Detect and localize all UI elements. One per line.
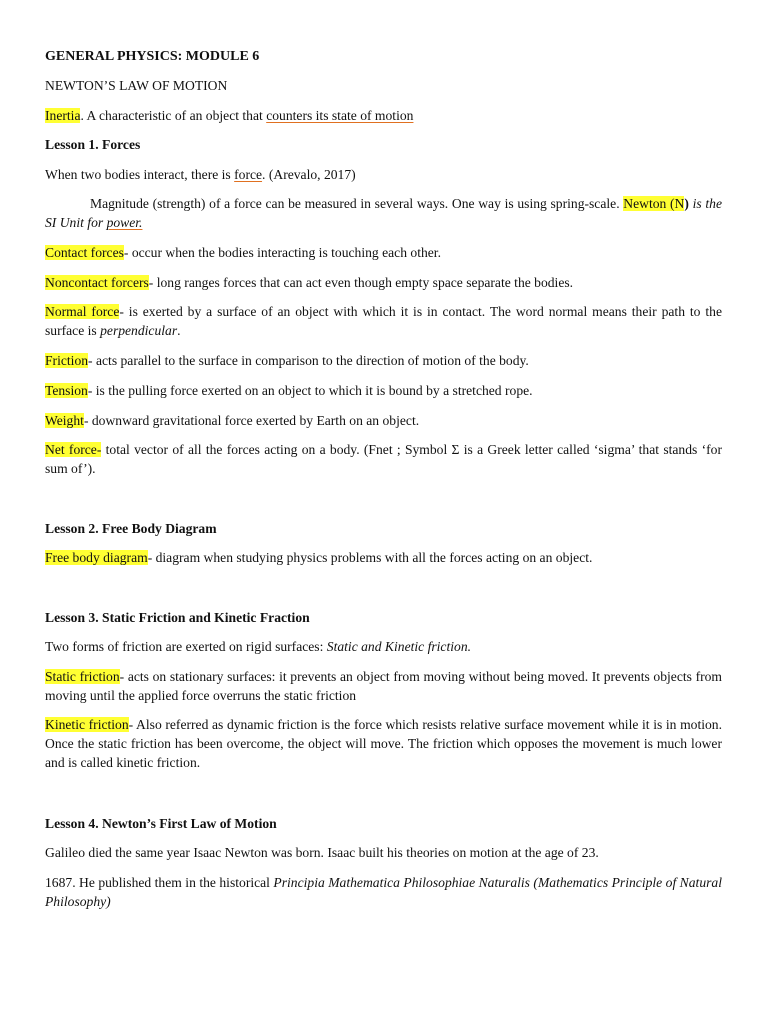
term-newton: Newton (N xyxy=(623,196,685,211)
term-kinetic-friction: Kinetic friction xyxy=(45,717,129,732)
intro-text-b: . (Arevalo, 2017) xyxy=(262,167,356,182)
lesson4-heading: Lesson 4. Newton’s First Law of Motion xyxy=(45,816,277,831)
free-body-diagram-definition xyxy=(45,548,722,567)
kinetic-friction-definition xyxy=(45,715,722,772)
magnitude-text: Magnitude (strength) of a force can be measured in several ways. One way is using spring-scale. xyxy=(90,196,620,211)
inertia-underlined-text: counters its state of motion xyxy=(266,108,414,123)
free-body-diagram-text: - diagram when studying physics problems with all the forces acting on an object. xyxy=(147,550,593,565)
term-inertia: Inertia xyxy=(45,108,81,123)
term-free-body-diagram: Free body diagram xyxy=(45,550,148,565)
weight-definition xyxy=(45,411,722,430)
term-contact-forces: Contact forces xyxy=(45,245,124,260)
tension-definition xyxy=(45,381,722,400)
term-weight: Weight xyxy=(45,413,84,428)
normal-force-italic: perpendicular xyxy=(100,323,178,338)
term-normal-force: Normal force xyxy=(45,304,120,319)
term-friction: Friction xyxy=(45,353,89,368)
lesson1-intro xyxy=(45,165,722,184)
friction-forms-intro xyxy=(45,637,722,656)
lesson1-heading: Lesson 1. Forces xyxy=(45,137,141,152)
principia-paragraph xyxy=(45,873,722,911)
noncontact-forces-definition xyxy=(45,273,722,292)
friction-forms-text: Two forms of friction are exerted on rigid surfaces: xyxy=(45,639,327,654)
lesson3-heading: Lesson 3. Static Friction and Kinetic Fraction xyxy=(45,610,310,625)
friction-definition xyxy=(45,351,722,370)
principia-text: 1687. He published them in the historical xyxy=(45,875,274,890)
contact-forces-definition xyxy=(45,243,722,262)
static-friction-definition xyxy=(45,667,722,705)
friction-text: - acts parallel to the surface in comparison to the direction of motion of the body. xyxy=(88,353,529,368)
normal-force-end: . xyxy=(177,323,181,338)
module-title: GENERAL PHYSICS: MODULE 6 xyxy=(45,49,260,64)
lesson2-heading: Lesson 2. Free Body Diagram xyxy=(45,521,217,536)
normal-force-text: - is exerted by a surface of an object with which it is in contact. The word normal means their path to the surface is xyxy=(45,304,722,338)
contact-forces-text: - occur when the bodies interacting is touching each other. xyxy=(123,245,441,260)
net-force-definition xyxy=(45,440,722,478)
kinetic-friction-text: - Also referred as dynamic friction is the force which resists relative surface movement while it is in motion. Once the static friction has been overcome, the object will move. The friction which opposes the movement is much lower and is called kinetic friction. xyxy=(45,717,723,770)
tension-text: - is the pulling force exerted on an object to which it is bound by a stretched rope. xyxy=(87,383,533,398)
magnitude-paragraph xyxy=(45,194,722,232)
net-force-text: total vector of all the forces acting on a body. (Fnet ; Symbol Σ is a Greek letter called ‘sigma’ that stands ‘for sum of’). xyxy=(45,442,722,476)
newton-paren: ) xyxy=(684,196,689,211)
term-net-force: Net force- xyxy=(45,442,102,457)
weight-text: - downward gravitational force exerted by Earth on an object. xyxy=(83,413,420,428)
intro-text-a: When two bodies interact, there is xyxy=(45,167,235,182)
term-noncontact-forces: Noncontact forcers xyxy=(45,275,149,290)
static-friction-text: - acts on stationary surfaces: it prevents an object from moving without being moved. It prevents objects from moving until the applied force overruns the static friction xyxy=(45,669,722,703)
friction-forms-italic: Static and Kinetic friction. xyxy=(326,639,472,654)
galileo-paragraph: Galileo died the same year Isaac Newton was born. Isaac built his theories on motion at the age of 23. xyxy=(45,845,599,860)
principia-title: Principia Mathematica Philosophiae Naturalis (Mathematics Principle of Natural Philosophy) xyxy=(45,875,722,909)
newton-power: power. xyxy=(106,215,143,230)
inertia-text: . A characteristic of an object that xyxy=(80,108,267,123)
newton-text: is the SI Unit for xyxy=(45,196,722,230)
topic-title: NEWTON’S LAW OF MOTION xyxy=(45,78,228,93)
term-static-friction: Static friction xyxy=(45,669,120,684)
inertia-definition xyxy=(45,106,722,125)
normal-force-definition xyxy=(45,302,722,340)
noncontact-forces-text: - long ranges forces that can act even though empty space separate the bodies. xyxy=(148,275,574,290)
force-underlined: force xyxy=(234,167,263,182)
term-tension: Tension xyxy=(45,383,88,398)
